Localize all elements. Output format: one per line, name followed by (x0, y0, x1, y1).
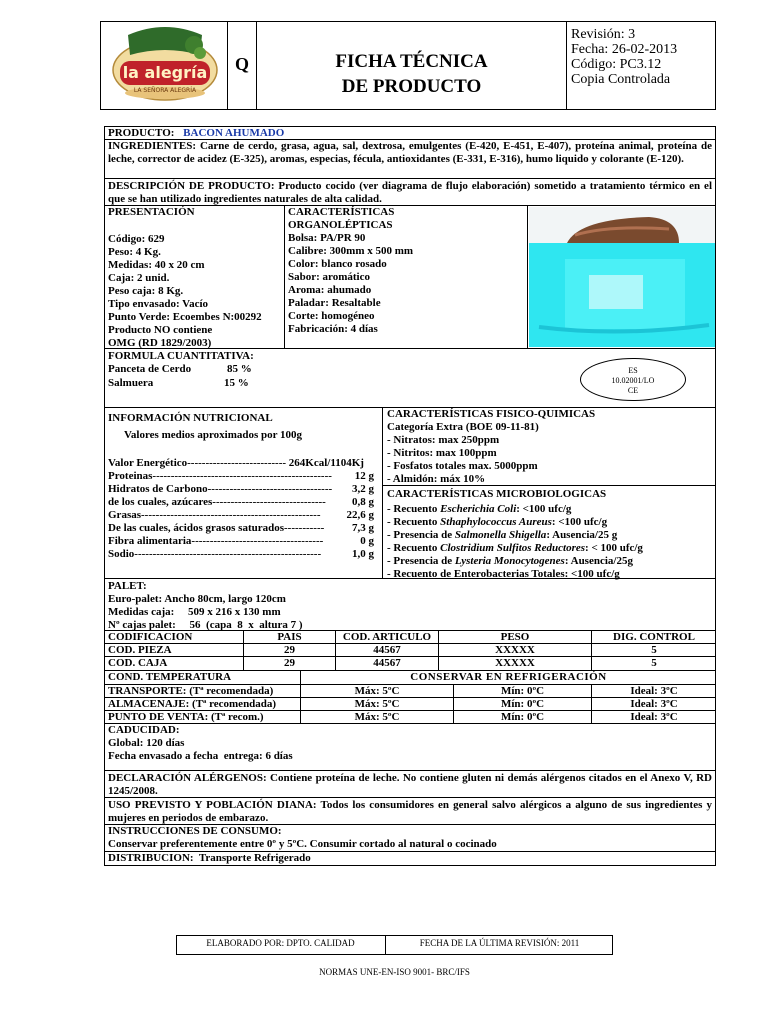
pallet-block (108, 580, 708, 632)
temperature-header: CONSERVAR EN REFRIGERACIÓN (410, 671, 607, 683)
revision: Revisión: 3 (571, 27, 636, 42)
presentation-line: Tipo envasado: Vacío (108, 298, 209, 310)
nutrient-label: de los cuales, azúcares------------------------------- (108, 496, 326, 508)
ingredients-text: Carne de cerdo, grasa, agua, sal, dextrosa, emulgentes (E-420, E-451, E-407), proteína animal, proteína de leche, corrector de acidez (E-325), aromas, especias, fécula, antioxidantes (E-331, E-316), humo liquido y colorante (E-120). (108, 140, 712, 165)
shelf-life-line: Fecha envasado a fecha entrega: 6 días (108, 750, 293, 762)
coding-header: DIG. CONTROL (613, 631, 695, 643)
allergens-declaration: DECLARACIÓN ALÉRGENOS: Contiene proteína de leche. No contiene gluten ni demás alérgenos citados en el Anexo V, RD 1245/2008. (108, 772, 712, 797)
organoleptic-line: Corte: homogéneo (288, 310, 375, 322)
temp-row-label: ALMACENAJE: (Tª recomendada) (108, 698, 277, 710)
logo-text: la alegría (122, 63, 208, 82)
temp-max: Máx: 5ºC (354, 685, 400, 697)
presentation-line: Producto NO contiene (108, 324, 213, 336)
temp-min: Mín: 0ºC (500, 685, 545, 697)
consumption-text: Conservar preferentemente entre 0º y 5ºC. Consumir cortado al natural o cocinado (108, 838, 497, 850)
coding-cell: 5 (651, 644, 657, 656)
last-revision-date: FECHA DE LA ÚLTIMA REVISIÓN: 2011 (419, 938, 580, 948)
nutrition-subtitle: Valores medios aproximados por 100g (124, 429, 303, 441)
nutrient-label: Sodio--------------------------------------------------- (108, 548, 322, 560)
ingredients-label: INGREDIENTES: (108, 140, 197, 152)
pallet-line: Euro-palet: Ancho 80cm, largo 120cm (108, 593, 286, 605)
coding-cell: 29 (284, 657, 295, 669)
coding-cell: XXXXX (495, 657, 535, 669)
nutrient-label: De las cuales, ácidos grasos saturados----------- (108, 522, 325, 534)
pallet-line: Nº cajas palet: 56 (capa 8 x altura 7 ) (108, 619, 303, 631)
nutrition-row (108, 509, 378, 522)
consumption-title: INSTRUCCIONES DE CONSUMO: (108, 825, 282, 837)
formula-item-pct: 15 % (224, 377, 249, 389)
nutrition-title: INFORMACIÓN NUTRICIONAL (108, 412, 273, 424)
organoleptic-line: Calibre: 300mm x 500 mm (288, 245, 414, 257)
presentation-title: PRESENTACIÓN (108, 206, 195, 218)
logo-subtext: LA SEÑORA ALEGRÍA (133, 87, 197, 94)
description-text: Producto cocido (ver diagrama de flujo elaboración) sometido a tratamiento térmico en el que se han utilizado ingredientes naturales de alta calidad. (108, 180, 712, 205)
pallet-line: Medidas caja: 509 x 216 x 130 mm (108, 606, 281, 618)
micro-line: - Presencia de Salmonella Shigella: Ausencia/25 g (387, 529, 618, 541)
controlled-copy: Copia Controlada (571, 72, 671, 87)
coding-cell: XXXXX (495, 644, 535, 656)
coding-cell: 5 (651, 657, 657, 669)
nutrient-label: Proteinas------------------------------------------------- (108, 470, 332, 482)
shelf-life-block (108, 724, 708, 763)
product-name: BACON AHUMADO (183, 127, 285, 139)
description (108, 180, 712, 205)
prepared-by: ELABORADO POR: DPTO. CALIDAD (206, 938, 355, 948)
standards: NORMAS UNE-EN-ISO 9001- BRC/IFS (319, 967, 470, 977)
header-date: Fecha: 26-02-2013 (571, 42, 678, 57)
organoleptic-line: Fabricación: 4 días (288, 323, 378, 335)
organoleptic-line: Bolsa: PA/PR 90 (288, 232, 366, 244)
nutrient-label: Hidratos de Carbono---------------------------------- (108, 483, 333, 495)
presentation-line: OMG (RD 1829/2003) (108, 337, 212, 349)
nutrient-value: 12 g (354, 470, 374, 482)
temp-max: Máx: 5ºC (354, 711, 400, 723)
physicochemical-block (387, 408, 713, 486)
description-label: DESCRIPCIÓN DE PRODUCTO: (108, 180, 275, 192)
nutrition-table (108, 457, 378, 561)
organoleptic-line: Sabor: aromático (288, 271, 370, 283)
temperature-title: COND. TEMPERATURA (108, 671, 232, 683)
nutrient-value: 3,2 g (352, 483, 374, 495)
microbiological-list (387, 503, 713, 581)
presentation-line: Peso: 4 Kg. (108, 246, 161, 258)
temp-ideal: Ideal: 3ºC (630, 685, 678, 697)
nutrient-value: 1,0 g (352, 548, 374, 560)
seal-line: CE (627, 386, 639, 395)
pallet-title: PALET: (108, 580, 147, 592)
doc-title-line2: DE PRODUCTO (341, 76, 482, 97)
nutrition-row (108, 535, 378, 548)
micro-line: - Recuento Sthaphylococcus Aureus: <100 ufc/g (387, 516, 608, 528)
health-mark-text (580, 366, 686, 396)
formula-item-name: Salmuera (108, 377, 154, 389)
shelf-life-title: CADUCIDAD: (108, 724, 180, 736)
formula-item-name: Panceta de Cerdo (108, 363, 192, 375)
micro-line: - Recuento de Enterobacterias Totales: <100 ufc/g (387, 568, 620, 580)
physicochemical-line: - Nitratos: max 250ppm (387, 434, 500, 446)
organoleptic-block (288, 206, 524, 336)
doc-code: Código: PC3.12 (571, 57, 662, 72)
product-photo (529, 207, 715, 347)
presentation-line: Caja: 2 unid. (108, 272, 170, 284)
physicochemical-title: CARACTERÍSTICAS FISICO-QUIMICAS (387, 408, 596, 420)
coding-cell: COD. CAJA (108, 657, 168, 669)
coding-cell: COD. PIEZA (108, 644, 172, 656)
organoleptic-title: CARACTERÍSTICAS (288, 206, 395, 218)
temp-ideal: Ideal: 3ºC (630, 711, 678, 723)
presentation-list (108, 233, 283, 350)
physicochemical-line: Categoría Extra (BOE 09-11-81) (387, 421, 539, 433)
ingredients (108, 140, 712, 165)
microbiological-title: CARACTERÍSTICAS MICROBIOLOGICAS (387, 488, 607, 500)
nutrient-value: 0,8 g (352, 496, 374, 508)
temp-row-label: TRANSPORTE: (Tª recomendada) (108, 685, 274, 697)
micro-line: - Presencia de Lysteria Monocytogenes: Ausencia/25g (387, 555, 633, 567)
formula-title: FORMULA CUANTITATIVA: (108, 350, 254, 362)
coding-header: PESO (500, 631, 530, 643)
temp-ideal: Ideal: 3ºC (630, 698, 678, 710)
intended-use: USO PREVISTO Y POBLACIÓN DIANA: Todos los consumidores en general salvo alérgicos a alguno de sus ingredientes y mujeres en periodos de embarazo. (108, 799, 712, 824)
temp-min: Mín: 0ºC (500, 711, 545, 723)
seal-line: ES (628, 366, 638, 375)
presentation-line: Punto Verde: Ecoembes N:00292 (108, 311, 262, 323)
nutrient-label: Fibra alimentaria------------------------------------ (108, 535, 324, 547)
nutrition-row (108, 548, 378, 561)
shelf-life-line: Global: 120 días (108, 737, 185, 749)
nutrition-row (108, 522, 378, 535)
temp-max: Máx: 5ºC (354, 698, 400, 710)
distribution: DISTRIBUCION: Transporte Refrigerado (108, 852, 311, 864)
physicochemical-line: - Nitritos: max 100ppm (387, 447, 497, 459)
organoleptic-line: Color: blanco rosado (288, 258, 387, 270)
coding-cell: 29 (284, 644, 295, 656)
micro-line: - Recuento Clostridium Sulfitos Reductores: < 100 ufc/g (387, 542, 643, 554)
coding-header: CODIFICACION (108, 631, 193, 643)
coding-cell: 44567 (373, 644, 401, 656)
presentation-line: Código: 629 (108, 233, 165, 245)
section-letter: Q (234, 54, 249, 74)
nutrition-row (108, 496, 378, 509)
nutrient-value: 7,3 g (352, 522, 374, 534)
nutrition-row (108, 457, 378, 470)
micro-line: - Recuento Escherichia Coli: <100 ufc/g (387, 503, 572, 515)
presentation-line: Medidas: 40 x 20 cm (108, 259, 205, 271)
physicochemical-line: - Fosfatos totales max. 5000ppm (387, 460, 538, 472)
temp-min: Mín: 0ºC (500, 698, 545, 710)
product-row (108, 127, 284, 140)
nutrient-value: 0 g (360, 535, 374, 547)
organoleptic-line: Paladar: Resaltable (288, 297, 381, 309)
temp-row-label: PUNTO DE VENTA: (Tª recom.) (108, 711, 264, 723)
seal-line: 10.02001/LO (611, 376, 655, 385)
nutrient-value: 22,6 g (346, 509, 374, 521)
product-label: PRODUCTO: (108, 127, 175, 139)
organoleptic-line: Aroma: ahumado (288, 284, 372, 296)
nutrient-label: Grasas------------------------------------------------- (108, 509, 321, 521)
presentation-line: Peso caja: 8 Kg. (108, 285, 184, 297)
doc-title-line1: FICHA TÉCNICA (335, 51, 488, 72)
physicochemical-line: - Almidón: máx 10% (387, 473, 486, 485)
nutrient-label: Valor Energético--------------------------- 264Kcal/1104Kj (108, 457, 364, 469)
coding-header: COD. ARTICULO (342, 631, 432, 643)
company-logo (108, 25, 222, 105)
formula-item-pct: 85 % (227, 363, 252, 375)
coding-header: PAIS (277, 631, 302, 643)
coding-cell: 44567 (373, 657, 401, 669)
nutrition-row (108, 483, 378, 496)
organoleptic-title: ORGANOLÉPTICAS (288, 219, 393, 231)
nutrition-row (108, 470, 378, 483)
